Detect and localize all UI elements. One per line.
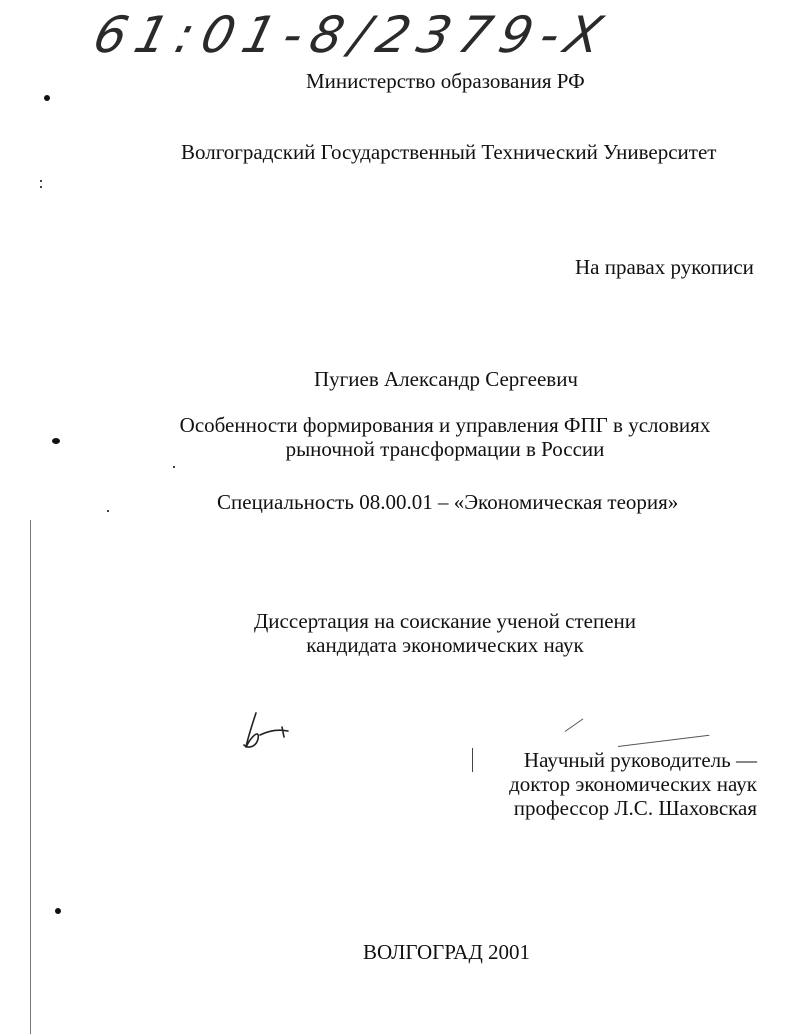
archive-number-handwritten: 61:01-8/2379-X (87, 6, 617, 64)
scan-speck (107, 510, 109, 512)
degree-line: кандидата экономических наук (306, 633, 584, 657)
author-name: Пугиев Александр Сергеевич (314, 367, 578, 391)
degree-line: Диссертация на соискание ученой степени (253, 609, 637, 633)
dissertation-title (145, 413, 745, 461)
supervisor-signature-stroke (618, 735, 709, 747)
scan-edge-line (30, 520, 31, 1034)
degree-statement (145, 609, 745, 657)
city-year: ВОЛГОГРАД 2001 (363, 940, 531, 964)
supervisor-line: Научный руководитель — (523, 748, 757, 772)
scan-dot (55, 908, 61, 914)
scan-dot (52, 438, 60, 444)
author-signature (238, 705, 298, 755)
scan-speck (40, 180, 42, 182)
supervisor-signature-stroke (565, 718, 584, 731)
scan-speck (173, 466, 175, 468)
title-line: рыночной трансформации в России (285, 437, 605, 461)
specialty-line: Специальность 08.00.01 – «Экономическая теория» (217, 490, 679, 514)
ministry-heading: Министерство образования РФ (306, 69, 585, 93)
title-line: Особенности формирования и управления ФПГ в условиях (179, 413, 711, 437)
supervisor-line: доктор экономических наук (509, 772, 757, 796)
supervisor-block (495, 748, 757, 820)
scan-dot (44, 95, 50, 101)
supervisor-line: профессор Л.С. Шаховская (513, 796, 757, 820)
rights-note: На правах рукописи (575, 255, 754, 279)
scan-speck (40, 186, 42, 188)
scan-mark (472, 748, 473, 772)
university-heading: Волгоградский Государственный Технический Университет (181, 140, 717, 164)
